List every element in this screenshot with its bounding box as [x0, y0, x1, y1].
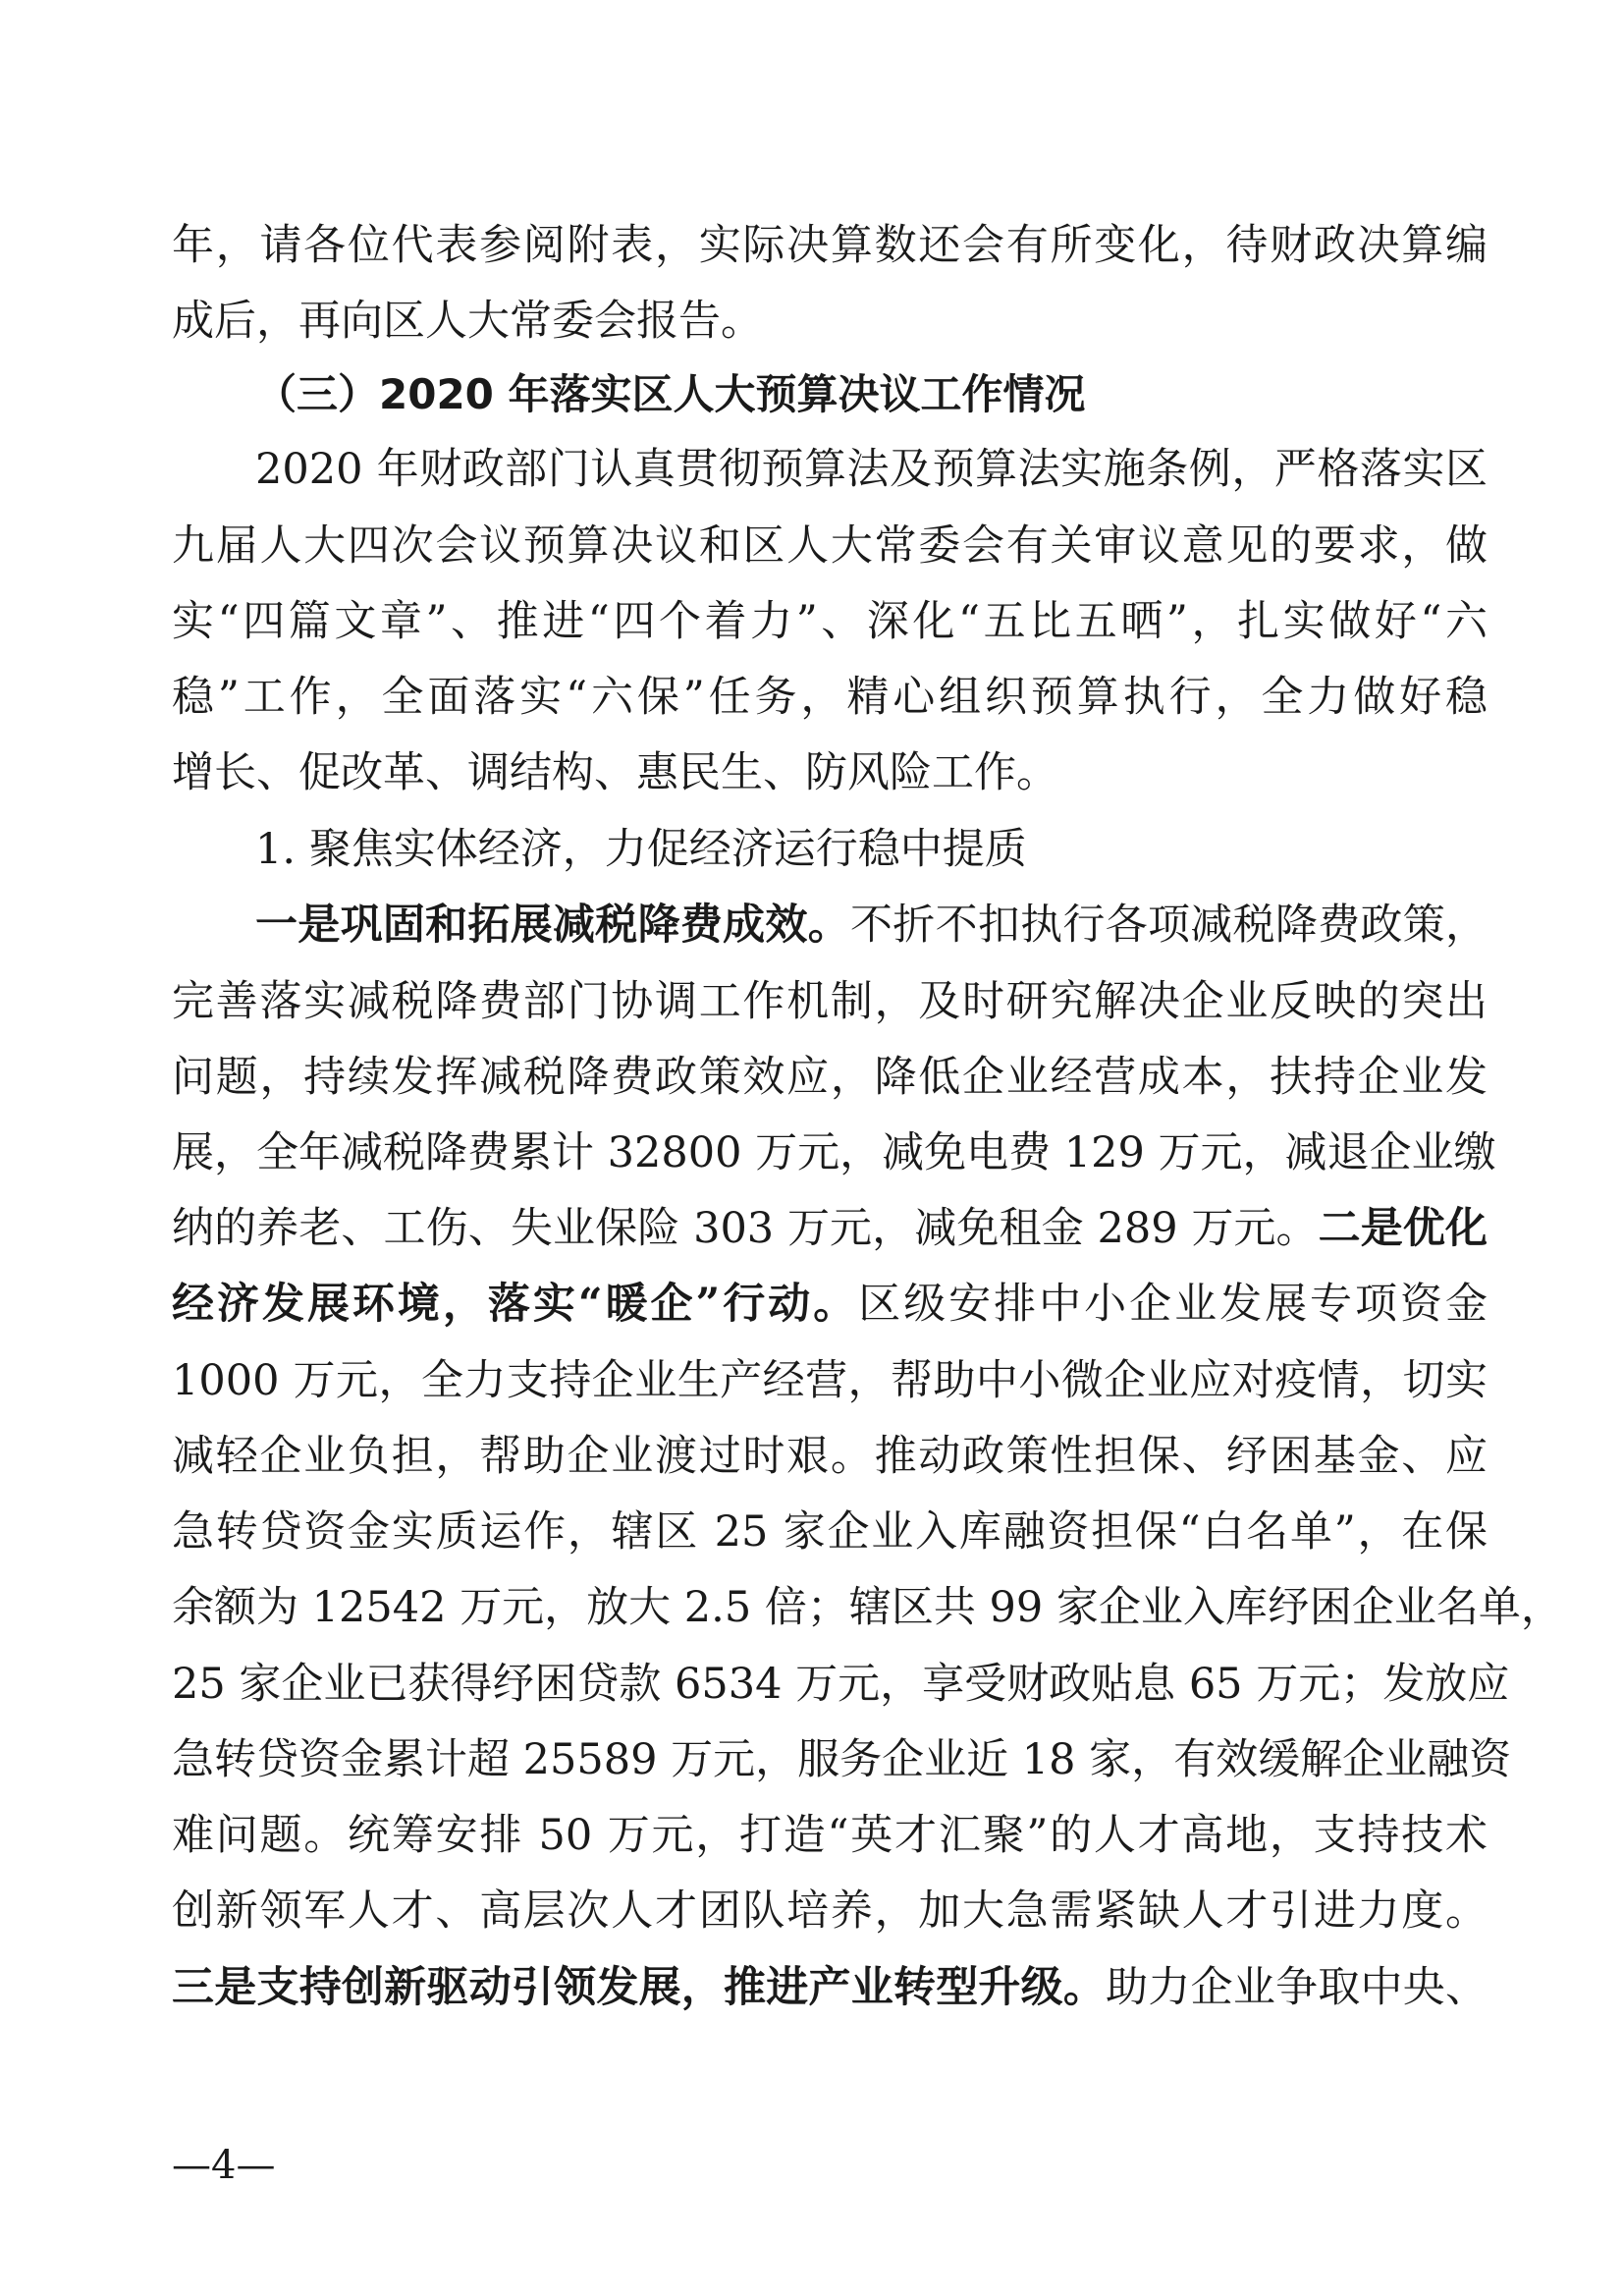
body-line: 九届人大四次会议预算决议和区人大常委会有关审议意见的要求，做 — [172, 521, 1488, 571]
body-line: 创新领军人才、高层次人才团队培养，加大急需紧缺人才引进力度。 — [172, 1886, 1488, 1936]
bold-lead: 经济发展环境，落实“暖企”行动。 — [172, 1280, 859, 1329]
subsection-heading: 1. 聚焦实体经济，力促经济运行稳中提质 — [255, 825, 1027, 874]
body-line: 减轻企业负担，帮助企业渡过时艰。推动政策性担保、纾困基金、应 — [172, 1432, 1488, 1481]
body-line: 问题，持续发挥减税降费政策效应，降低企业经营成本，扶持企业发 — [172, 1053, 1488, 1102]
body-line: 稳”工作，全面落实“六保”任务，精心组织预算执行，全力做好稳 — [172, 673, 1488, 722]
section-heading: （三）2020 年落实区人大预算决议工作情况 — [255, 370, 1086, 418]
body-line: 急转贷资金累计超 25589 万元，服务企业近 18 家，有效缓解企业融资 — [172, 1735, 1512, 1784]
body-line: 增长、促改革、调结构、惠民生、防风险工作。 — [172, 748, 1058, 797]
body-line: 三是支持创新驱动引领发展，推进产业转型升级。助力企业争取中央、 — [172, 1963, 1488, 2012]
bold-lead: 二是优化 — [1318, 1204, 1488, 1253]
body-line: 展，全年减税降费累计 32800 万元，减免电费 129 万元，减退企业缴 — [172, 1128, 1496, 1177]
bold-lead: 三是支持创新驱动引领发展，推进产业转型升级。 — [172, 1963, 1107, 2012]
body-line: 完善落实减税降费部门协调工作机制，及时研究解决企业反映的突出 — [172, 977, 1488, 1026]
body-line: 经济发展环境，落实“暖企”行动。区级安排中小企业发展专项资金 — [172, 1280, 1488, 1329]
body-line: 余额为 12542 万元，放大 2.5 倍；辖区共 99 家企业入库纾困企业名单， — [172, 1583, 1563, 1632]
body-line: 纳的养老、工伤、失业保险 303 万元，减免租金 289 万元。二是优化 — [172, 1204, 1488, 1253]
page-number: —4— — [172, 2143, 276, 2188]
bold-lead: 一是巩固和拓展减税降费成效。 — [255, 901, 850, 950]
body-line: 成后，再向区人大常委会报告。 — [172, 297, 763, 346]
body-line: 急转贷资金实质运作，辖区 25 家企业入库融资担保“白名单”，在保 — [172, 1507, 1488, 1557]
body-line: 年，请各位代表参阅附表，实际决算数还会有所变化，待财政决算编 — [172, 221, 1488, 270]
body-line: 1000 万元，全力支持企业生产经营，帮助中小微企业应对疫情，切实 — [172, 1356, 1488, 1405]
body-line: 难问题。统筹安排 50 万元，打造“英才汇聚”的人才高地，支持技术 — [172, 1811, 1488, 1860]
body-line: 一是巩固和拓展减税降费成效。不折不扣执行各项减税降费政策， — [255, 901, 1488, 950]
body-line: 实“四篇文章”、推进“四个着力”、深化“五比五晒”，扎实做好“六 — [172, 597, 1488, 646]
body-line: 2020 年财政部门认真贯彻预算法及预算法实施条例，严格落实区 — [255, 445, 1488, 494]
body-line: 25 家企业已获得纾困贷款 6534 万元，享受财政贴息 65 万元；发放应 — [172, 1660, 1510, 1709]
